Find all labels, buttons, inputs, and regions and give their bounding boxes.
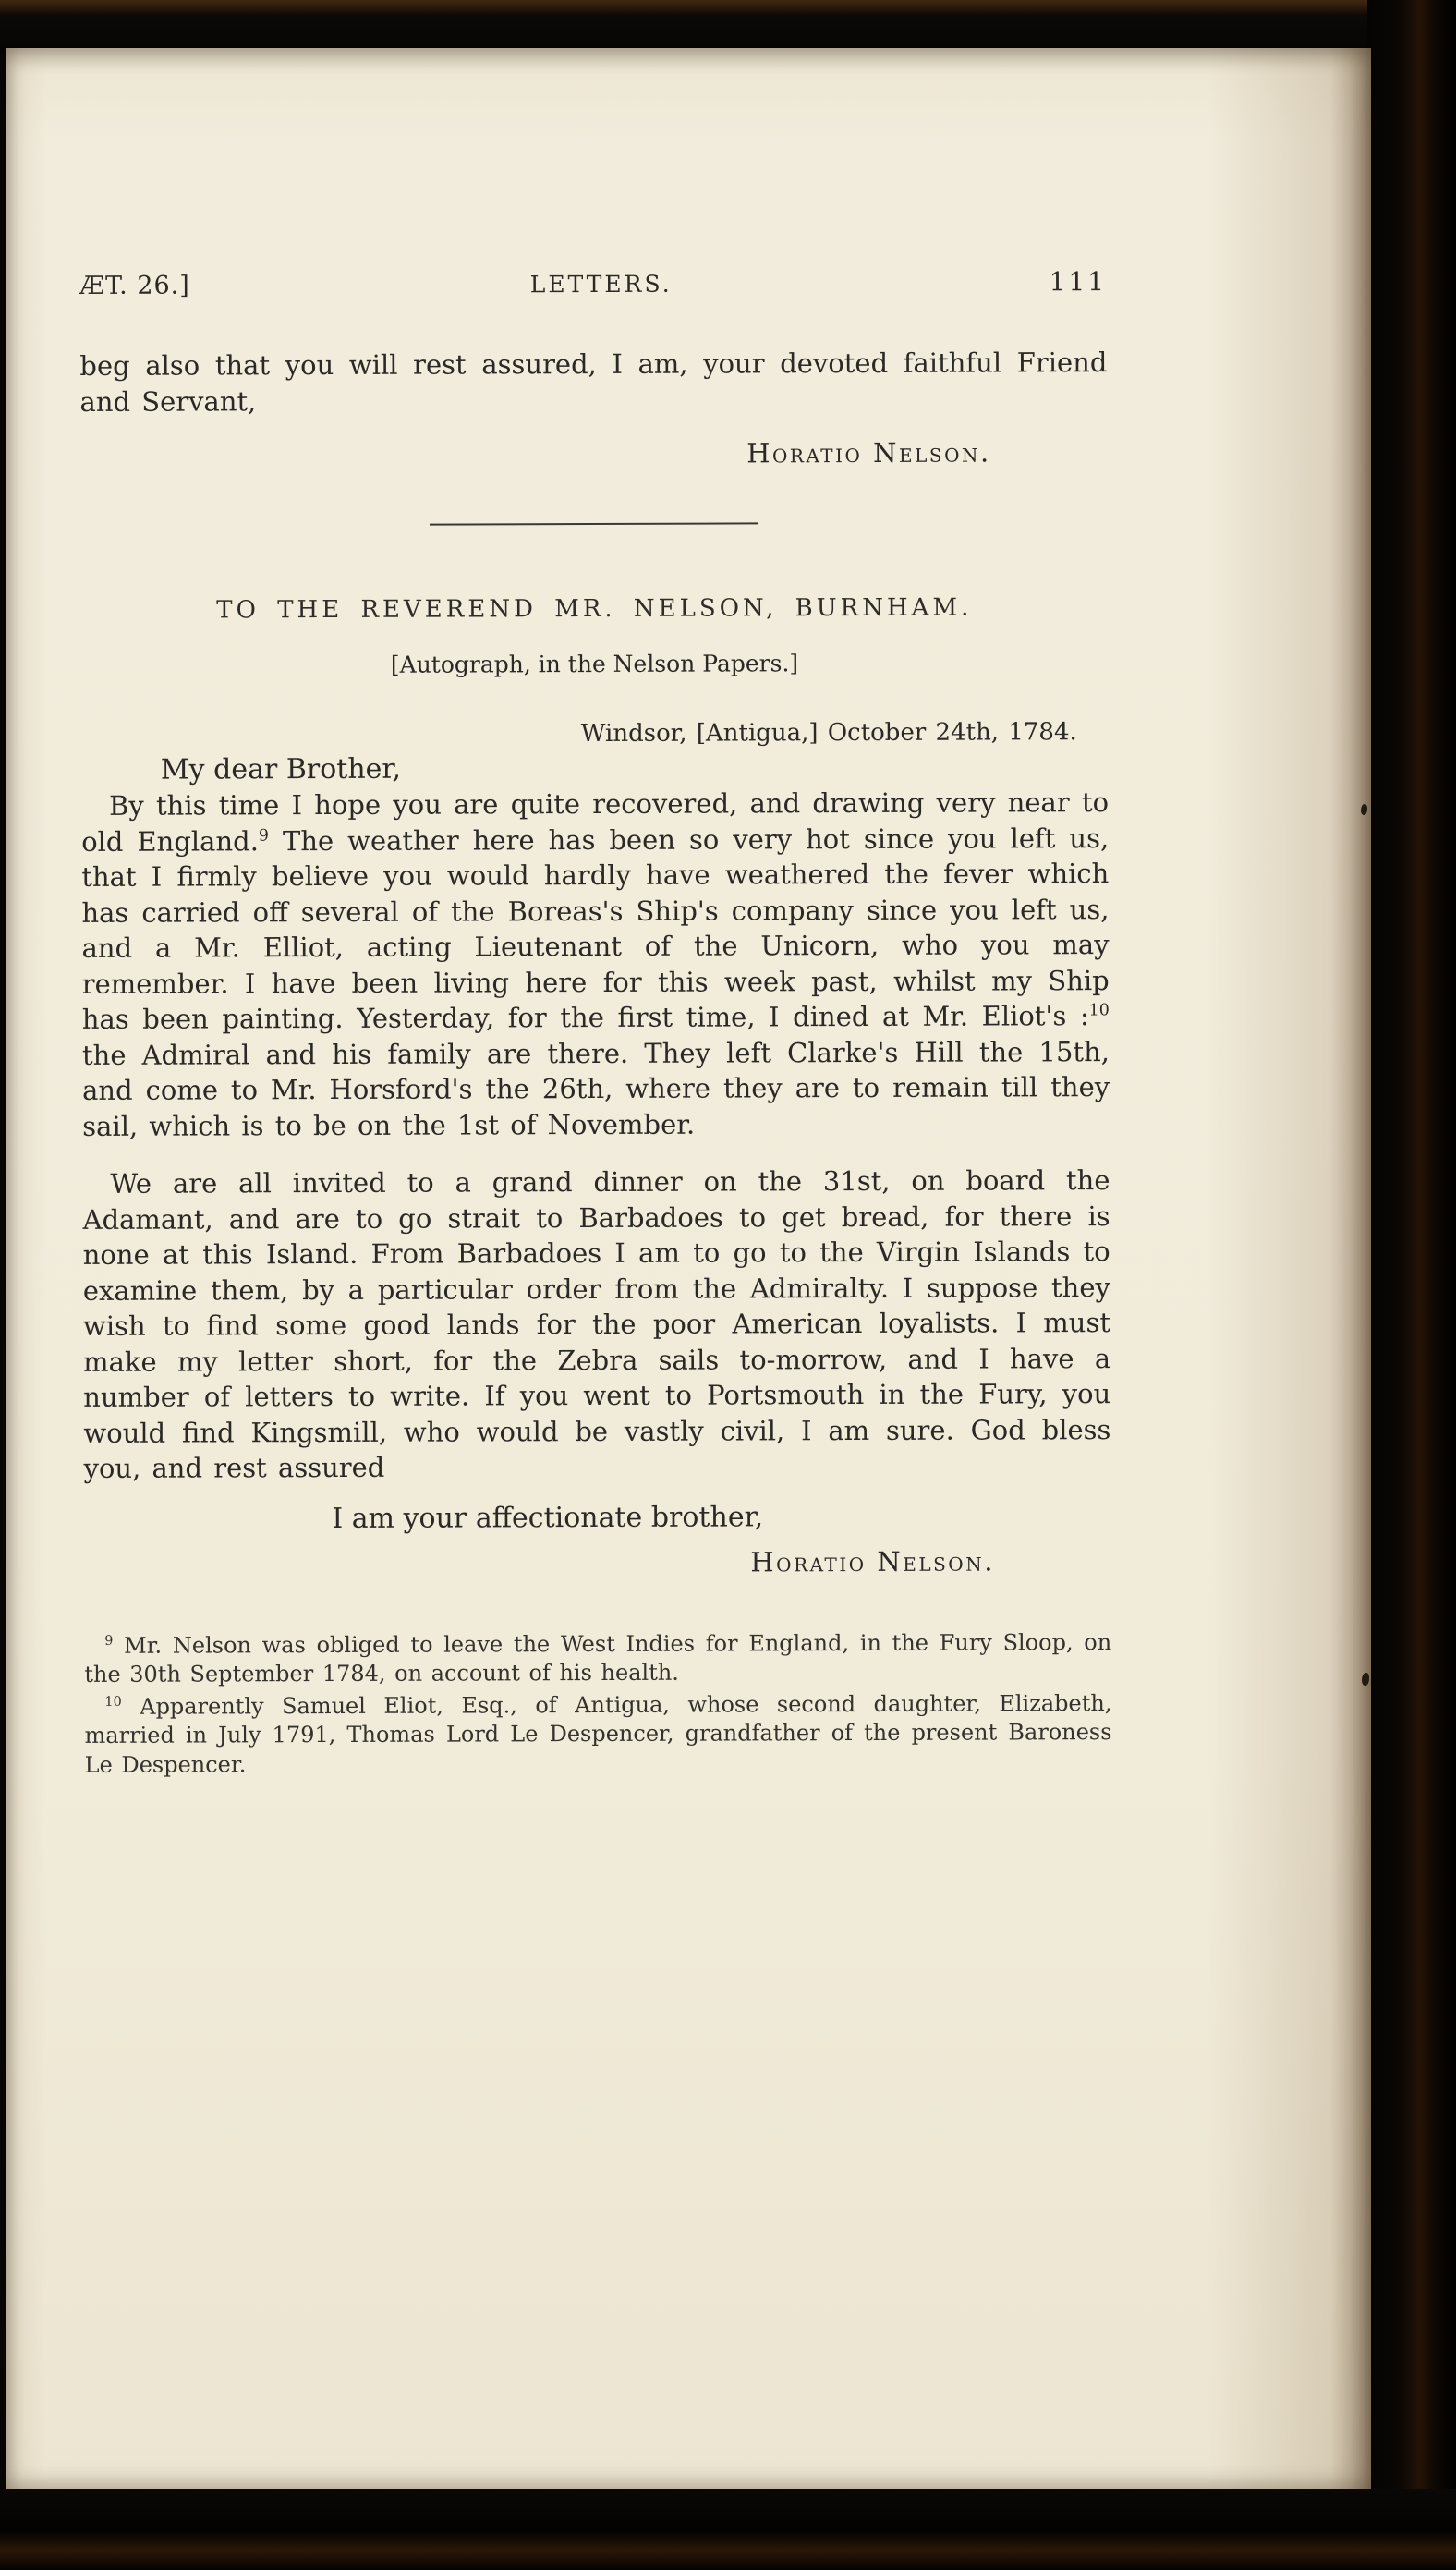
letter-paragraph-2: We are all invited to a grand dinner on the 31st, on board the Adamant, and are to go strait to Barbadoes to get bread, for there is none at this Island. From Barbadoes I am to go to the Virgin Islands to examine them, by a particular order from the Admiralty. I suppose they wish to find some good lands for the poor American loyalists. I must make my letter short, for the Zebra sails to-morrow, and I have a number of letters to write. If you went to Portsmouth in the Fury, you would find Kingsmill, who would be vastly civil, I am sure. God bless you, and rest assured bbox=[82, 1164, 1111, 1484]
page-content bbox=[79, 266, 1112, 1783]
running-head-title: LETTERS. bbox=[529, 270, 673, 298]
ink-speck bbox=[1362, 1673, 1369, 1686]
paragraph-text: The weather here has been so very hot since you left us, that I firmly believe you would hardly have weathered the fever which has carried off several of the Boreas's Ship's company since you left us, and a Mr. Elliot, acting Lieutenant of the Unicorn, who you may remember. I have been living here for this week past, whilst my Ship has been painting. Yesterday, for the first time, I dined at Mr. Eliot's : bbox=[81, 822, 1110, 1035]
letter-heading: TO THE REVEREND MR. NELSON, BURNHAM. bbox=[216, 593, 973, 625]
letter-salutation: My dear Brother, bbox=[160, 752, 402, 786]
letter-paragraph-1 bbox=[81, 785, 1110, 1144]
footnote-10 bbox=[84, 1689, 1111, 1780]
section-divider bbox=[430, 522, 758, 525]
footnote-reference-9: 9 bbox=[258, 826, 269, 846]
running-head-age: ÆT. 26.] bbox=[79, 271, 190, 300]
scan-right-border bbox=[1367, 0, 1456, 2570]
page-number: 111 bbox=[1049, 266, 1108, 298]
previous-letter-continuation: beg also that you will rest assured, I am, your devoted faithful Friend and Servant, bbox=[79, 347, 1108, 418]
footnote-9-marker: 9 bbox=[104, 1633, 114, 1649]
letter-source-note: [Autograph, in the Nelson Papers.] bbox=[390, 650, 799, 678]
footnote-9 bbox=[84, 1628, 1111, 1690]
paragraph-text: the Admiral and his family are there. They left Clarke's Hill the 15th, and come to Mr. Horsford's the 26th, where they are to remain till they sail, which is to be on the 1st of November. bbox=[81, 1035, 1110, 1142]
footnote-10-marker: 10 bbox=[104, 1694, 122, 1710]
letter-signature: Horatio Nelson. bbox=[750, 1544, 995, 1577]
running-head bbox=[79, 266, 1107, 300]
footnote-10-text: Apparently Samuel Eliot, Esq., of Antigua, whose second daughter, Elizabeth, married in July 1791, Thomas Lord Le Despencer, grandfather of the present Baroness Le Despencer. bbox=[84, 1689, 1112, 1778]
previous-letter-signature: Horatio Nelson. bbox=[746, 436, 991, 469]
letter-closing: I am your affectionate brother, bbox=[332, 1500, 764, 1535]
footnote-reference-10: 10 bbox=[1088, 1001, 1110, 1020]
book-page bbox=[6, 48, 1371, 2497]
scan-top-border bbox=[0, 0, 1456, 52]
footnote-9-text: Mr. Nelson was obliged to leave the West Indies for England, in the Fury Sloop, on the 30th September 1784, on account of his health. bbox=[84, 1628, 1112, 1687]
letter-dateline: Windsor, [Antigua,] October 24th, 1784. bbox=[580, 718, 1077, 749]
paragraph-text: By this time I hope you are quite recovered, and drawing very near to old England. bbox=[81, 786, 1110, 858]
ink-speck bbox=[1361, 804, 1367, 815]
scan-bottom-border bbox=[0, 2489, 1456, 2570]
footnotes-section bbox=[84, 1628, 1112, 1780]
